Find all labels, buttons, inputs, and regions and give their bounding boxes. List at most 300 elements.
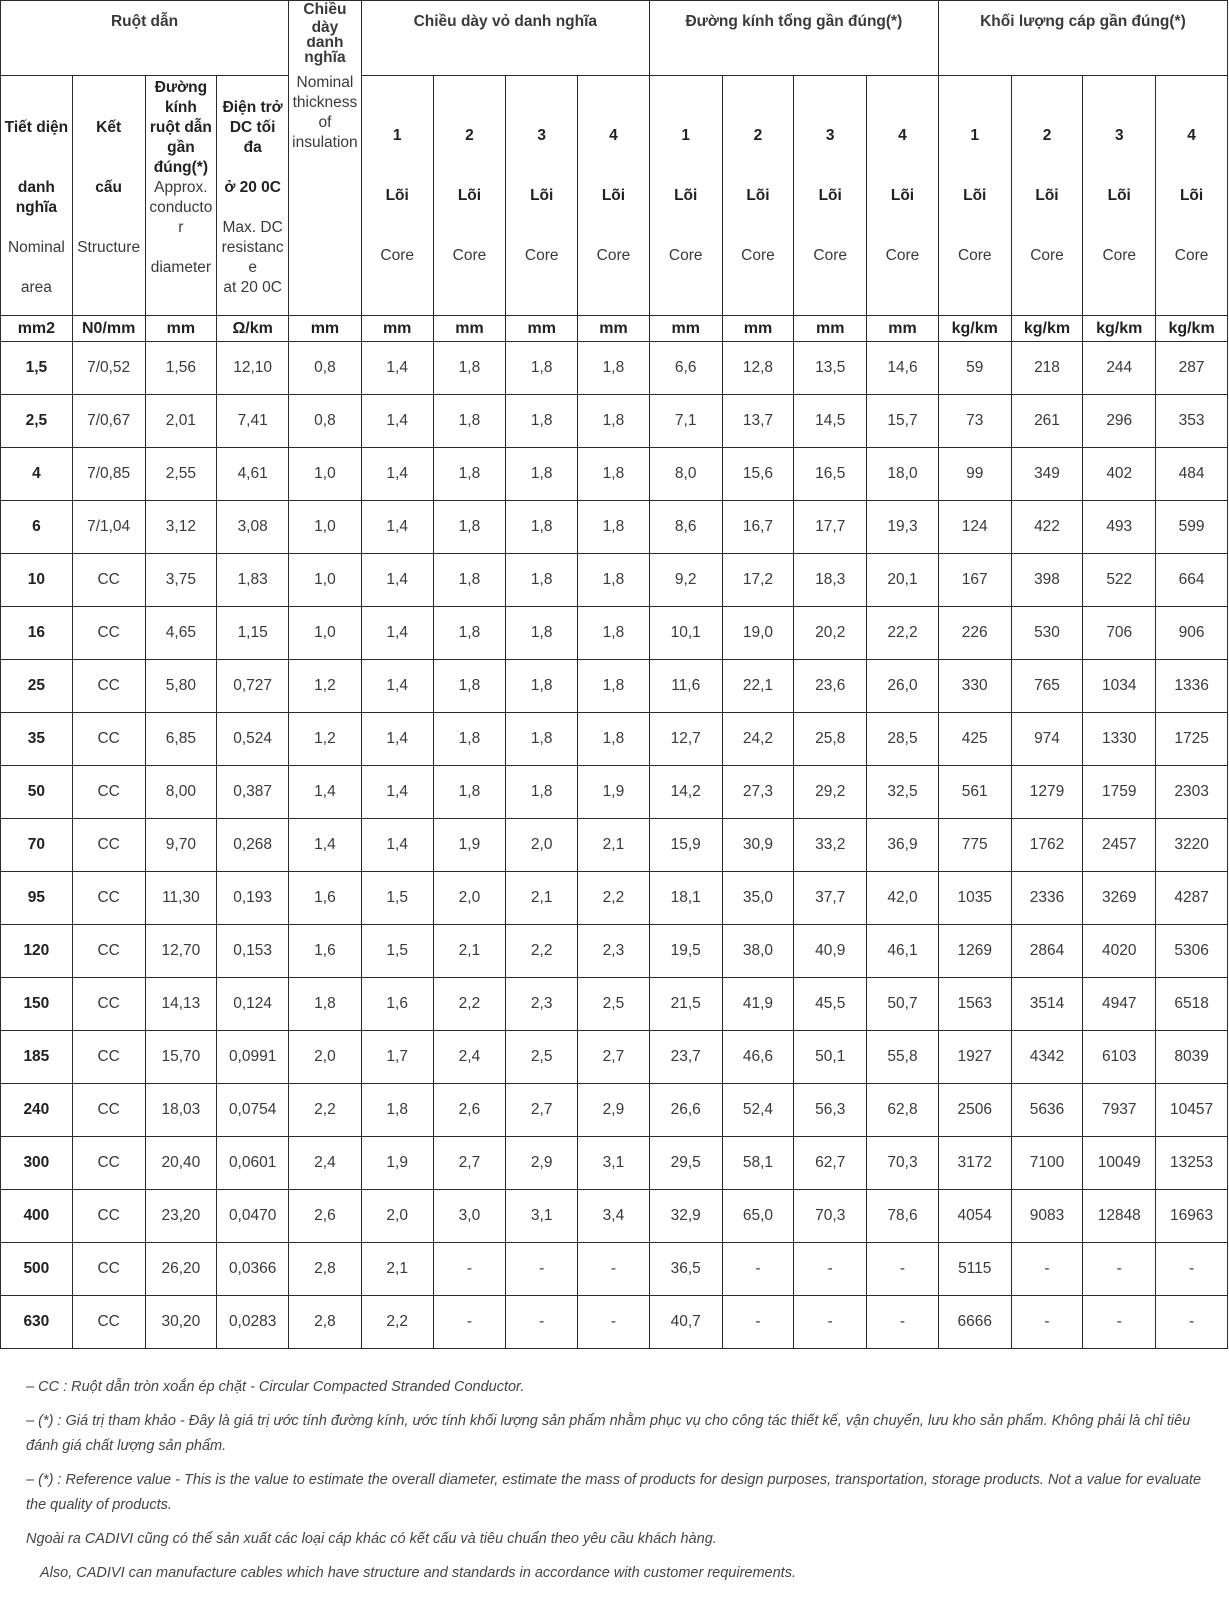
table-cell: - <box>1156 1243 1228 1296</box>
table-cell: 15,9 <box>649 819 722 872</box>
table-cell: 50,1 <box>794 1031 867 1084</box>
table-cell: 13253 <box>1156 1137 1228 1190</box>
table-cell: - <box>1011 1243 1083 1296</box>
table-cell: 1034 <box>1083 660 1156 713</box>
table-cell: 330 <box>938 660 1011 713</box>
table-cell: 1,4 <box>361 395 433 448</box>
table-cell: 11,6 <box>649 660 722 713</box>
table-cell: CC <box>72 819 145 872</box>
table-cell: 4,65 <box>145 607 217 660</box>
header-mass-core-4: 4 Lõi Core <box>1156 76 1228 316</box>
table-cell: 1,8 <box>433 342 506 395</box>
table-cell: 33,2 <box>794 819 867 872</box>
table-cell: 21,5 <box>649 978 722 1031</box>
table-cell: 522 <box>1083 554 1156 607</box>
table-cell: 62,8 <box>867 1084 939 1137</box>
table-cell: 14,5 <box>794 395 867 448</box>
table-cell: 65,0 <box>722 1190 794 1243</box>
table-cell: 167 <box>938 554 1011 607</box>
table-cell: 8,00 <box>145 766 217 819</box>
subheader-row <box>1 76 1228 316</box>
table-cell: 19,3 <box>867 501 939 554</box>
table-cell: 3172 <box>938 1137 1011 1190</box>
table-cell: 2,5 <box>506 1031 578 1084</box>
unit-cell: mm <box>361 316 433 342</box>
table-cell: 3,75 <box>145 554 217 607</box>
header-max-dc-resistance: Điện trở DC tối đa ở 20 0C Max. DC resistanc e at 20 0C <box>217 76 289 316</box>
table-cell: 38,0 <box>722 925 794 978</box>
unit-cell: mm <box>722 316 794 342</box>
table-cell: - <box>433 1296 506 1349</box>
table-cell: 2,5 <box>578 978 650 1031</box>
table-cell: 10457 <box>1156 1084 1228 1137</box>
table-cell: CC <box>72 660 145 713</box>
table-cell: 2,9 <box>506 1137 578 1190</box>
table-cell: 18,0 <box>867 448 939 501</box>
table-cell: 2457 <box>1083 819 1156 872</box>
table-cell: CC <box>72 1243 145 1296</box>
note-cadivi-vi: Ngoài ra CADIVI cũng có thể sản xuất các loại cáp khác có kết cấu và tiêu chuẩn theo yêu cầu khách hàng. <box>26 1531 717 1547</box>
table-cell: 70,3 <box>794 1190 867 1243</box>
table-cell: 37,7 <box>794 872 867 925</box>
table-cell: 2,6 <box>433 1084 506 1137</box>
table-cell: 1762 <box>1011 819 1083 872</box>
table-cell: 18,03 <box>145 1084 217 1137</box>
table-cell: 1,9 <box>578 766 650 819</box>
table-cell: 2,9 <box>578 1084 650 1137</box>
table-cell: 4342 <box>1011 1031 1083 1084</box>
header-diameter-core-3: 3 Lõi Core <box>794 76 867 316</box>
table-row <box>1 766 1228 819</box>
table-cell: 15,70 <box>145 1031 217 1084</box>
table-cell: 16,5 <box>794 448 867 501</box>
table-cell: 2864 <box>1011 925 1083 978</box>
table-row <box>1 1296 1228 1349</box>
unit-cell: mm <box>433 316 506 342</box>
table-cell: 19,5 <box>649 925 722 978</box>
table-cell: 2,0 <box>289 1031 362 1084</box>
table-cell: 20,2 <box>794 607 867 660</box>
table-cell: 7/0,67 <box>72 395 145 448</box>
table-cell: 30,20 <box>145 1296 217 1349</box>
header-mass-core-1: 1 Lõi Core <box>938 76 1011 316</box>
table-cell: 1269 <box>938 925 1011 978</box>
cell-nominal-area: 630 <box>1 1296 73 1349</box>
table-cell: 1,7 <box>361 1031 433 1084</box>
group-conductor: Ruột dẫn <box>1 1 289 76</box>
table-cell: 2,0 <box>433 872 506 925</box>
unit-cell: kg/km <box>1083 316 1156 342</box>
table-cell: 56,3 <box>794 1084 867 1137</box>
table-cell: 14,2 <box>649 766 722 819</box>
table-cell: 0,0991 <box>217 1031 289 1084</box>
table-cell: 55,8 <box>867 1031 939 1084</box>
table-cell: 3269 <box>1083 872 1156 925</box>
unit-cell: N0/mm <box>72 316 145 342</box>
cell-nominal-area: 240 <box>1 1084 73 1137</box>
table-cell: 706 <box>1083 607 1156 660</box>
table-cell: 484 <box>1156 448 1228 501</box>
table-cell: 29,2 <box>794 766 867 819</box>
unit-cell: mm <box>578 316 650 342</box>
table-cell: 14,13 <box>145 978 217 1031</box>
table-cell: 1,4 <box>289 819 362 872</box>
table-cell: 1,8 <box>506 554 578 607</box>
table-cell: 664 <box>1156 554 1228 607</box>
unit-cell: mm <box>145 316 217 342</box>
header-mass-core-3: 3 Lõi Core <box>1083 76 1156 316</box>
table-cell: 1,4 <box>361 342 433 395</box>
table-cell: - <box>1083 1296 1156 1349</box>
table-cell: 18,1 <box>649 872 722 925</box>
table-cell: 775 <box>938 819 1011 872</box>
table-cell: 23,20 <box>145 1190 217 1243</box>
table-cell: 22,1 <box>722 660 794 713</box>
header-diameter-core-1: 1 Lõi Core <box>649 76 722 316</box>
table-cell: 1,8 <box>506 395 578 448</box>
table-cell: CC <box>72 1084 145 1137</box>
table-cell: 2,2 <box>361 1296 433 1349</box>
cell-nominal-area: 95 <box>1 872 73 925</box>
table-cell: - <box>433 1243 506 1296</box>
table-cell: 26,0 <box>867 660 939 713</box>
table-cell: 6,85 <box>145 713 217 766</box>
table-cell: - <box>506 1243 578 1296</box>
table-row <box>1 554 1228 607</box>
table-cell: 2,8 <box>289 1296 362 1349</box>
table-cell: 15,7 <box>867 395 939 448</box>
table-cell: 20,1 <box>867 554 939 607</box>
table-cell: 2,7 <box>433 1137 506 1190</box>
table-cell: 16963 <box>1156 1190 1228 1243</box>
table-cell: 20,40 <box>145 1137 217 1190</box>
table-cell: 124 <box>938 501 1011 554</box>
table-cell: 2,4 <box>289 1137 362 1190</box>
cell-nominal-area: 50 <box>1 766 73 819</box>
group-insulation-thickness: Chiều dày danh nghĩa Nominal thickness of insulation <box>289 1 362 316</box>
table-row <box>1 395 1228 448</box>
table-cell: 765 <box>1011 660 1083 713</box>
table-cell: 1,8 <box>578 660 650 713</box>
table-cell: CC <box>72 978 145 1031</box>
table-cell: 2,1 <box>433 925 506 978</box>
table-cell: 78,6 <box>867 1190 939 1243</box>
table-cell: - <box>794 1296 867 1349</box>
table-cell: 1,5 <box>361 925 433 978</box>
unit-cell: mm <box>867 316 939 342</box>
cell-nominal-area: 500 <box>1 1243 73 1296</box>
table-cell: 1563 <box>938 978 1011 1031</box>
table-cell: 42,0 <box>867 872 939 925</box>
table-cell: 1,15 <box>217 607 289 660</box>
table-row <box>1 342 1228 395</box>
table-cell: 2,2 <box>289 1084 362 1137</box>
table-cell: 4947 <box>1083 978 1156 1031</box>
table-cell: 1,0 <box>289 448 362 501</box>
table-cell: 226 <box>938 607 1011 660</box>
group-overall-diameter: Đường kính tổng gần đúng(*) <box>649 1 938 76</box>
unit-cell: Ω/km <box>217 316 289 342</box>
table-cell: 1,8 <box>506 660 578 713</box>
unit-cell: mm <box>289 316 362 342</box>
table-cell: 1,6 <box>289 872 362 925</box>
note-reference-en: – (*) : Reference value - This is the value to estimate the overall diameter, estimate the mass of products for design purposes, transportation, storage products. Not a value for evaluate the quality of products. <box>26 1472 1202 1513</box>
table-cell: 3,1 <box>506 1190 578 1243</box>
table-cell: 1,8 <box>433 501 506 554</box>
table-cell: 32,5 <box>867 766 939 819</box>
table-cell: 1,8 <box>578 501 650 554</box>
table-cell: 5636 <box>1011 1084 1083 1137</box>
unit-cell: mm2 <box>1 316 73 342</box>
group-sheath-thickness: Chiều dày vỏ danh nghĩa <box>361 1 649 76</box>
table-cell: 1,4 <box>361 713 433 766</box>
table-cell: 353 <box>1156 395 1228 448</box>
table-cell: 40,9 <box>794 925 867 978</box>
table-cell: 0,8 <box>289 342 362 395</box>
table-cell: 3,1 <box>578 1137 650 1190</box>
table-row <box>1 501 1228 554</box>
table-cell: - <box>506 1296 578 1349</box>
unit-cell: kg/km <box>1156 316 1228 342</box>
table-cell: 974 <box>1011 713 1083 766</box>
table-cell: 2,8 <box>289 1243 362 1296</box>
header-sheath-core-4: 4 Lõi Core <box>578 76 650 316</box>
table-cell: CC <box>72 925 145 978</box>
table-cell: 1,8 <box>578 713 650 766</box>
table-cell: 1,8 <box>506 713 578 766</box>
header-structure: Kết cấu Structure <box>72 76 145 316</box>
table-cell: 10,1 <box>649 607 722 660</box>
table-cell: 9,2 <box>649 554 722 607</box>
table-cell: 1,9 <box>361 1137 433 1190</box>
table-row <box>1 1031 1228 1084</box>
table-cell: 1,2 <box>289 713 362 766</box>
table-cell: 59 <box>938 342 1011 395</box>
table-cell: 36,5 <box>649 1243 722 1296</box>
table-cell: 46,1 <box>867 925 939 978</box>
table-cell: 1,6 <box>361 978 433 1031</box>
table-cell: 15,6 <box>722 448 794 501</box>
note-cc: – CC : Ruột dẫn tròn xoắn ép chặt - Circular Compacted Stranded Conductor. <box>26 1379 525 1395</box>
table-cell: 2,1 <box>361 1243 433 1296</box>
table-cell: 19,0 <box>722 607 794 660</box>
table-cell: 4020 <box>1083 925 1156 978</box>
table-cell: 1759 <box>1083 766 1156 819</box>
table-cell: 8,0 <box>649 448 722 501</box>
table-cell: 1,56 <box>145 342 217 395</box>
unit-cell: kg/km <box>1011 316 1083 342</box>
table-cell: 1,4 <box>361 660 433 713</box>
table-cell: 26,6 <box>649 1084 722 1137</box>
table-cell: 17,7 <box>794 501 867 554</box>
table-cell: CC <box>72 1137 145 1190</box>
header-conductor-diameter: Đường kính ruột dẫn gần đúng(*) Approx. conducto r diameter <box>145 76 217 316</box>
table-cell: 24,2 <box>722 713 794 766</box>
units-row <box>1 316 1228 342</box>
unit-cell: mm <box>506 316 578 342</box>
table-cell: 1330 <box>1083 713 1156 766</box>
cell-nominal-area: 185 <box>1 1031 73 1084</box>
table-cell: 0,193 <box>217 872 289 925</box>
cell-nominal-area: 400 <box>1 1190 73 1243</box>
table-cell: 1,8 <box>433 713 506 766</box>
table-cell: 2,3 <box>506 978 578 1031</box>
table-cell: 493 <box>1083 501 1156 554</box>
unit-cell: mm <box>794 316 867 342</box>
table-cell: 2,7 <box>506 1084 578 1137</box>
table-cell: 7/1,04 <box>72 501 145 554</box>
table-cell: 52,4 <box>722 1084 794 1137</box>
table-cell: CC <box>72 1031 145 1084</box>
table-cell: 1,4 <box>361 554 433 607</box>
table-cell: 1,8 <box>433 660 506 713</box>
table-cell: 5306 <box>1156 925 1228 978</box>
table-cell: 12,8 <box>722 342 794 395</box>
table-cell: 6,6 <box>649 342 722 395</box>
cell-nominal-area: 25 <box>1 660 73 713</box>
table-cell: 0,124 <box>217 978 289 1031</box>
table-cell: 2,0 <box>361 1190 433 1243</box>
unit-cell: kg/km <box>938 316 1011 342</box>
table-cell: 12,70 <box>145 925 217 978</box>
table-cell: 29,5 <box>649 1137 722 1190</box>
table-cell: 0,0470 <box>217 1190 289 1243</box>
header-sheath-core-1: 1 Lõi Core <box>361 76 433 316</box>
table-cell: 1,8 <box>433 766 506 819</box>
table-cell: 5115 <box>938 1243 1011 1296</box>
table-cell: 1,0 <box>289 607 362 660</box>
table-cell: - <box>722 1243 794 1296</box>
table-cell: 1,8 <box>506 448 578 501</box>
cell-nominal-area: 70 <box>1 819 73 872</box>
table-row <box>1 1137 1228 1190</box>
table-cell: 8039 <box>1156 1031 1228 1084</box>
table-cell: 32,9 <box>649 1190 722 1243</box>
table-cell: 41,9 <box>722 978 794 1031</box>
table-cell: 599 <box>1156 501 1228 554</box>
table-cell: CC <box>72 766 145 819</box>
cell-nominal-area: 6 <box>1 501 73 554</box>
table-cell: 9083 <box>1011 1190 1083 1243</box>
table-cell: 1,2 <box>289 660 362 713</box>
table-cell: 0,8 <box>289 395 362 448</box>
table-cell: 8,6 <box>649 501 722 554</box>
table-row <box>1 1190 1228 1243</box>
table-cell: 73 <box>938 395 1011 448</box>
table-cell: 62,7 <box>794 1137 867 1190</box>
table-cell: 27,3 <box>722 766 794 819</box>
table-cell: 30,9 <box>722 819 794 872</box>
table-cell: 70,3 <box>867 1137 939 1190</box>
table-cell: 349 <box>1011 448 1083 501</box>
cell-nominal-area: 2,5 <box>1 395 73 448</box>
table-cell: 12848 <box>1083 1190 1156 1243</box>
table-cell: CC <box>72 1296 145 1349</box>
table-cell: 2,4 <box>433 1031 506 1084</box>
table-row <box>1 819 1228 872</box>
table-cell: 2,2 <box>506 925 578 978</box>
table-cell: 1,8 <box>361 1084 433 1137</box>
table-cell: 1,0 <box>289 554 362 607</box>
header-sheath-core-2: 2 Lõi Core <box>433 76 506 316</box>
table-cell: - <box>867 1296 939 1349</box>
header-diameter-core-4: 4 Lõi Core <box>867 76 939 316</box>
table-cell: 0,387 <box>217 766 289 819</box>
table-cell: 2336 <box>1011 872 1083 925</box>
table-cell: 1,8 <box>433 395 506 448</box>
table-cell: 1,8 <box>506 501 578 554</box>
cell-nominal-area: 10 <box>1 554 73 607</box>
table-cell: 1,83 <box>217 554 289 607</box>
table-cell: 7,41 <box>217 395 289 448</box>
table-cell: 23,7 <box>649 1031 722 1084</box>
cell-nominal-area: 150 <box>1 978 73 1031</box>
table-cell: 1,6 <box>289 925 362 978</box>
table-cell: 40,7 <box>649 1296 722 1349</box>
table-row <box>1 448 1228 501</box>
table-row <box>1 925 1228 978</box>
header-sheath-core-3: 3 Lõi Core <box>506 76 578 316</box>
table-row <box>1 713 1228 766</box>
note-cadivi-en: Also, CADIVI can manufacture cables which have structure and standards in accordance with customer requirements. <box>40 1565 796 1581</box>
table-cell: 1,4 <box>361 501 433 554</box>
table-cell: 561 <box>938 766 1011 819</box>
table-cell: 4,61 <box>217 448 289 501</box>
table-cell: 13,5 <box>794 342 867 395</box>
table-cell: 2,3 <box>578 925 650 978</box>
table-cell: 2303 <box>1156 766 1228 819</box>
table-cell: 1,8 <box>578 554 650 607</box>
table-cell: 3,08 <box>217 501 289 554</box>
table-cell: 1,4 <box>361 766 433 819</box>
table-cell: 1,4 <box>361 448 433 501</box>
table-cell: 1035 <box>938 872 1011 925</box>
table-cell: 2,2 <box>578 872 650 925</box>
unit-cell: mm <box>649 316 722 342</box>
table-cell: 422 <box>1011 501 1083 554</box>
table-cell: 99 <box>938 448 1011 501</box>
table-cell: 1,8 <box>433 554 506 607</box>
table-cell: 7/0,85 <box>72 448 145 501</box>
table-cell: 218 <box>1011 342 1083 395</box>
table-cell: 2,6 <box>289 1190 362 1243</box>
table-cell: 0,0601 <box>217 1137 289 1190</box>
header-mass-core-2: 2 Lõi Core <box>1011 76 1083 316</box>
table-cell: 425 <box>938 713 1011 766</box>
table-cell: 2,2 <box>433 978 506 1031</box>
table-cell: 1,8 <box>433 448 506 501</box>
table-cell: CC <box>72 713 145 766</box>
table-cell: 28,5 <box>867 713 939 766</box>
table-cell: 7/0,52 <box>72 342 145 395</box>
table-cell: 2,1 <box>578 819 650 872</box>
table-cell: 46,6 <box>722 1031 794 1084</box>
table-cell: 1,5 <box>361 872 433 925</box>
table-cell: 11,30 <box>145 872 217 925</box>
table-cell: 14,6 <box>867 342 939 395</box>
table-cell: - <box>794 1243 867 1296</box>
table-cell: 1,4 <box>361 819 433 872</box>
cell-nominal-area: 300 <box>1 1137 73 1190</box>
table-cell: 1,0 <box>289 501 362 554</box>
table-cell: 0,0366 <box>217 1243 289 1296</box>
table-cell: 0,153 <box>217 925 289 978</box>
table-cell: - <box>1083 1243 1156 1296</box>
table-cell: 1,8 <box>578 607 650 660</box>
table-cell: 1,8 <box>506 607 578 660</box>
table-cell: 17,2 <box>722 554 794 607</box>
table-cell: 1,4 <box>361 607 433 660</box>
